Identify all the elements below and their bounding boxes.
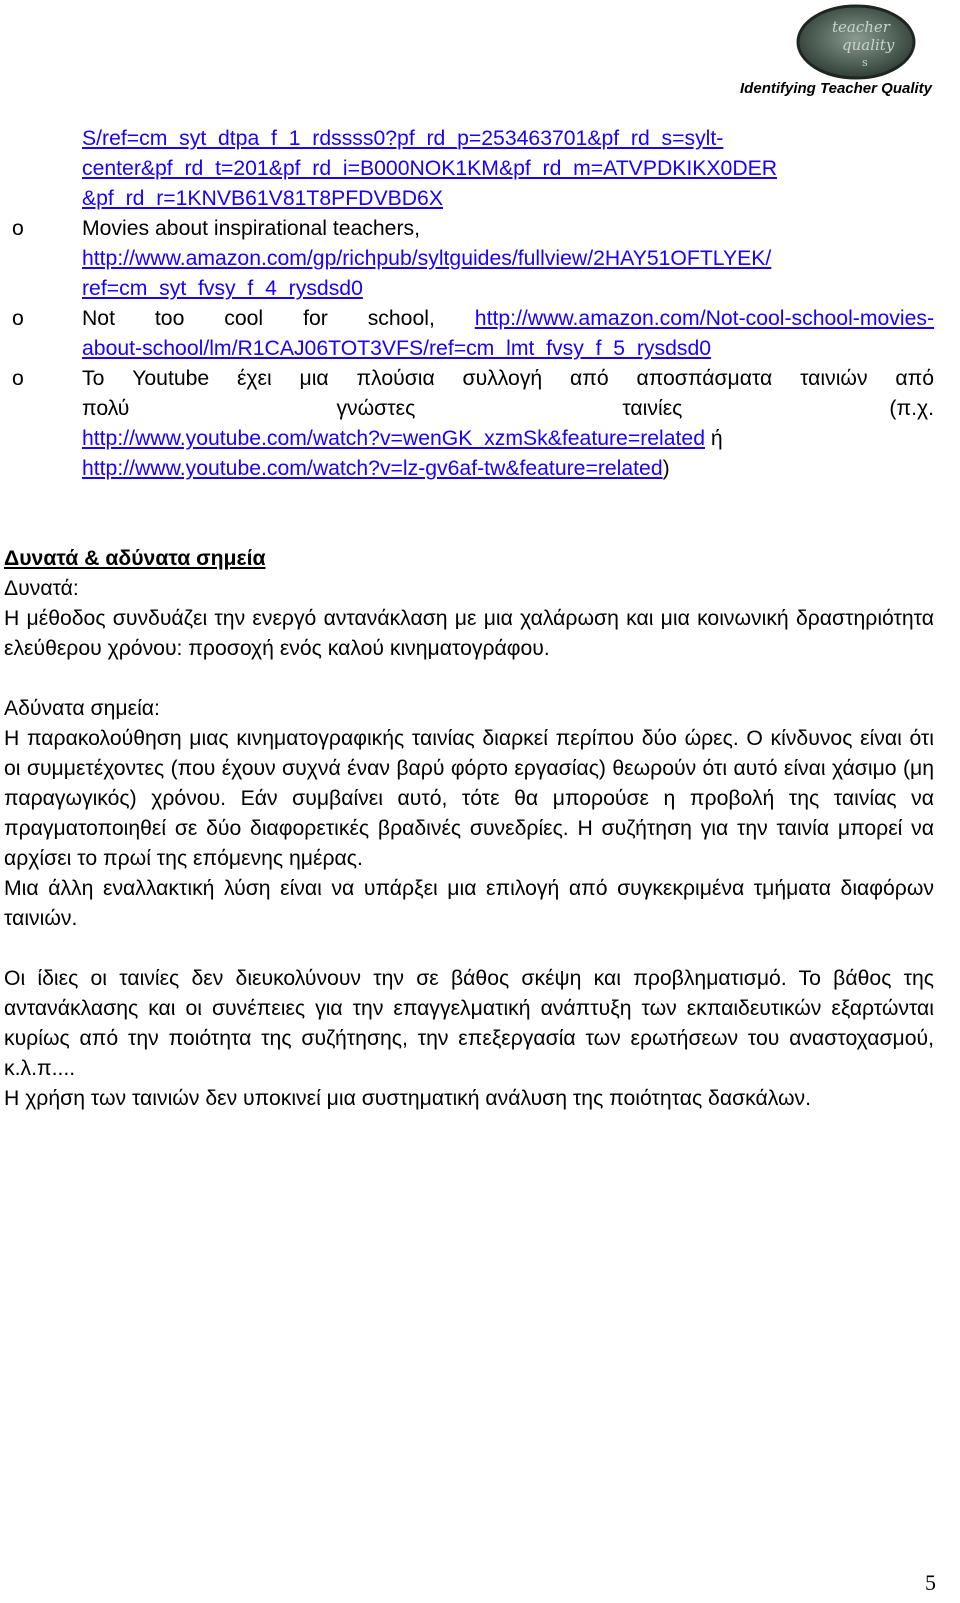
weaknesses-paragraph: Οι ίδιες οι ταινίες δεν διευκολύνουν την σε βάθος σκέψη και προβληματισμό. Το βάθος της αντανάκλασης και οι συνέπειες για την επαγγελματική ανάπτυξη των εκπαιδευτικών εξαρτώνται κυρίως από την ποιότητα της συζήτησης, την επεξεργασία των ερωτήσεων του αναστοχασμού, κ.λ.π....	[4, 967, 934, 1080]
list-item-youtube	[4, 364, 934, 484]
list-item-text: Not too cool for school,	[82, 307, 435, 330]
list-item-text: πολύ γνώστες ταινίες (π.χ.	[82, 397, 934, 420]
list-bullet: o	[12, 217, 24, 240]
weaknesses-label: Αδύνατα σημεία:	[4, 697, 160, 720]
weaknesses-paragraph: Μια άλλη εναλλακτική λύση είναι να υπάρξει μια επιλογή από συγκεκριμένα τμήματα διαφόρων ταινιών.	[4, 877, 934, 930]
amazon-link[interactable]: http://www.amazon.com/gp/richpub/syltguides/fullview/2HAY51OFTLYEK/	[82, 247, 772, 270]
youtube-link[interactable]: http://www.youtube.com/watch?v=wenGK_xzmSk&feature=related	[82, 427, 705, 450]
link-line[interactable]: &pf_rd_r=1KNVB61V81T8PFDVBD6X	[82, 187, 443, 210]
link-line[interactable]: S/ref=cm_syt_dtpa_f_1_rdssss0?pf_rd_p=253463701&pf_rd_s=sylt-	[82, 127, 724, 150]
section-heading: Δυνατά & αδύνατα σημεία	[4, 547, 266, 570]
amazon-link[interactable]: http://www.amazon.com/Not-cool-school-movies-	[474, 307, 935, 330]
list-item-text: Movies about inspirational teachers,	[82, 217, 421, 240]
list-item-not-too-cool	[4, 304, 934, 364]
svg-text:teacher: teacher	[832, 18, 890, 36]
page-number: 5	[925, 1570, 936, 1595]
list-item-inspirational-teachers	[4, 214, 934, 304]
header-title: Identifying Teacher Quality	[740, 80, 932, 97]
amazon-link[interactable]: ref=cm_syt_fvsy_f_4_rysdsd0	[82, 277, 363, 300]
continued-link[interactable]	[4, 124, 934, 214]
link-line[interactable]: center&pf_rd_t=201&pf_rd_i=B000NOK1KM&pf_rd_m=ATVPDKIKX0DER	[82, 157, 778, 180]
svg-text:quality: quality	[842, 36, 895, 54]
svg-text:s: s	[862, 56, 868, 69]
weaknesses-paragraph: Η χρήση των ταινιών δεν υποκινεί μια συστηματική ανάλυση της ποιότητας δασκάλων.	[4, 1087, 812, 1110]
closing-paren: )	[662, 457, 670, 480]
strengths-label: Δυνατά:	[4, 577, 79, 600]
teacher-quality-logo	[778, 2, 928, 84]
strengths-paragraph: Η μέθοδος συνδυάζει την ενεργό αντανάκλαση με μια χαλάρωση και μια κοινωνική δραστηριότητα ελεύθερου χρόνου: προσοχή ενός καλού κινηματογράφου.	[4, 607, 934, 660]
youtube-link[interactable]: http://www.youtube.com/watch?v=lz-gv6af-tw&feature=related	[82, 457, 663, 480]
document-body	[4, 124, 934, 1114]
list-bullet: o	[12, 367, 24, 390]
weaknesses-paragraph: Η παρακολούθηση μιας κινηματογραφικής ταινίας διαρκεί περίπου δύο ώρες. Ο κίνδυνος είναι ότι οι συμμετέχοντες (που έχουν συχνά έναν βαρύ φόρτο εργασίας) θεωρούν ότι αυτό είναι χάσιμο (μη παραγωγικός) χρόνου. Εάν συμβαίνει αυτό, τότε θα μπορούσε η προβολή της ταινίας να πραγματοποιηθεί σε δύο διαφορετικές βραδινές συνεδρίες. Η συζήτηση για την ταινία μπορεί να αρχίσει το πρωί της επόμενης ημέρας.	[4, 727, 934, 870]
list-bullet: o	[12, 307, 24, 330]
connector-text: ή	[705, 427, 723, 450]
list-item-text: Το Youtube έχει μια πλούσια συλλογή από αποσπάσματα ταινιών από	[82, 367, 934, 390]
amazon-link[interactable]: about-school/lm/R1CAJ06TOT3VFS/ref=cm_lmt_fvsy_f_5_rysdsd0	[82, 337, 712, 360]
